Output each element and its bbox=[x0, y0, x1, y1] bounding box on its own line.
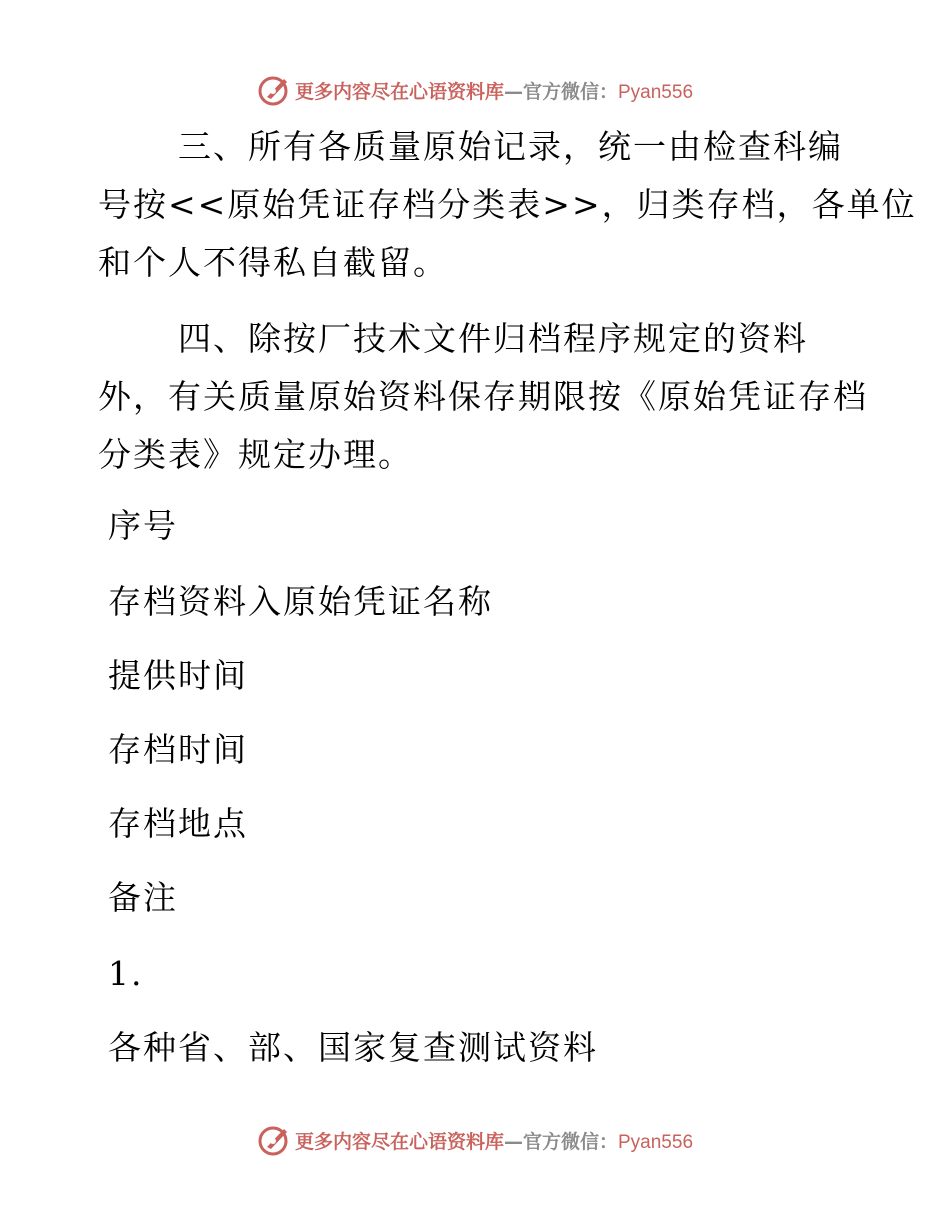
table-header-serial: 序号 bbox=[108, 506, 178, 545]
table-header-provide-time: 提供时间 bbox=[108, 656, 248, 695]
table-header-archive-location: 存档地点 bbox=[108, 804, 248, 843]
paragraph-three bbox=[98, 118, 917, 292]
quill-circle-logo-icon bbox=[257, 1123, 291, 1157]
quill-circle-logo-icon bbox=[257, 73, 291, 107]
paragraph-line: 三、所有各质量原始记录，统一由检查科编 bbox=[178, 127, 843, 166]
paragraph-line: 号按<<原始凭证存档分类表>>，归类存档，各单位 bbox=[98, 185, 917, 224]
paragraph-line: 和个人不得私自截留。 bbox=[98, 243, 448, 282]
watermark-text: 更多内容尽在心语资料库—官方微信：Pyan556 bbox=[294, 80, 694, 103]
paragraph-line: 外，有关质量原始资料保存期限按《原始凭证存档 bbox=[98, 377, 868, 416]
paragraph-line: 四、除按厂技术文件归档程序规定的资料 bbox=[178, 319, 808, 358]
watermark-footer bbox=[0, 1120, 950, 1160]
table-header-archive-time: 存档时间 bbox=[108, 730, 248, 769]
watermark-text: 更多内容尽在心语资料库—官方微信：Pyan556 bbox=[294, 1130, 694, 1153]
paragraph-four bbox=[98, 310, 868, 484]
table-header-document-name: 存档资料入原始凭证名称 bbox=[108, 582, 493, 621]
table-cell-row-number: 1. bbox=[108, 954, 144, 993]
paragraph-line: 分类表》规定办理。 bbox=[98, 435, 413, 474]
table-cell-document-name: 各种省、部、国家复查测试资料 bbox=[108, 1028, 598, 1067]
table-header-remarks: 备注 bbox=[108, 878, 178, 917]
watermark-header bbox=[0, 70, 950, 110]
